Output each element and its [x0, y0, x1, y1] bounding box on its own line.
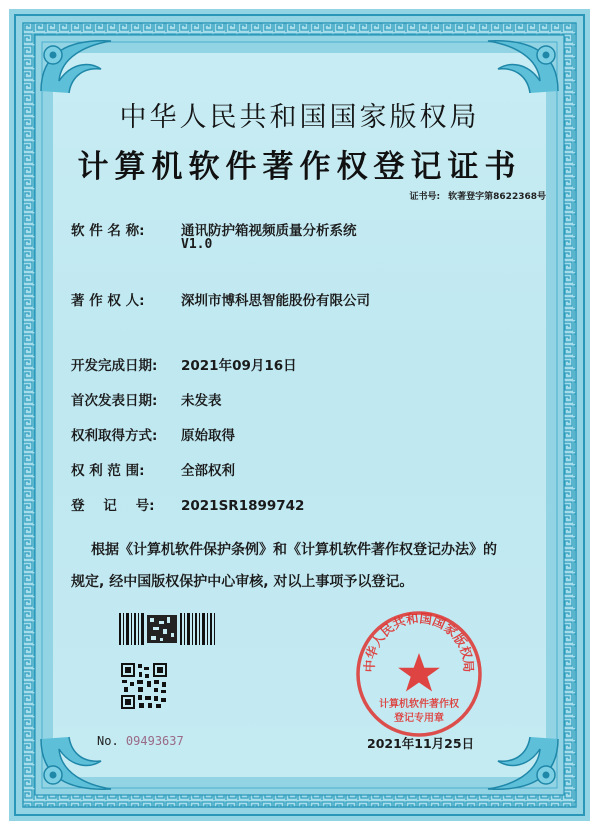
acquire-value: 原始取得	[181, 428, 235, 444]
owner-label: 著 作 权 人:	[71, 293, 145, 309]
field-software-name	[71, 219, 357, 239]
certificate-title: 计算机软件著作权登记证书	[77, 149, 522, 185]
owner-value: 深圳市博科思智能股份有限公司	[181, 293, 370, 309]
barcode	[119, 613, 215, 645]
field-registration-number	[71, 494, 304, 514]
field-first-publication	[71, 389, 222, 409]
dev-date-value: 2021年09月16日	[181, 358, 297, 374]
qr-code	[121, 663, 167, 709]
field-owner	[71, 289, 370, 309]
field-rights-scope	[71, 459, 235, 479]
software-name-value: 通讯防护箱视频质量分析系统	[181, 223, 357, 239]
issuer-title: 中华人民共和国国家版权局	[119, 102, 480, 133]
corner-ornament-top-left	[31, 31, 121, 101]
seal-star-icon	[398, 653, 440, 692]
scope-label: 权 利 范 围:	[71, 463, 145, 479]
software-version: V1.0	[181, 237, 213, 252]
statement-line-1: 根据《计算机软件保护条例》和《计算机软件著作权登记办法》的	[91, 542, 497, 558]
seal-center-line-2: 登记专用章	[394, 713, 444, 724]
serial-value: 09493637	[125, 734, 184, 748]
official-seal	[354, 609, 484, 739]
certificate-number	[402, 189, 546, 202]
dev-date-label: 开发完成日期:	[71, 358, 158, 374]
corner-ornament-top-right	[478, 31, 568, 101]
acquire-label: 权利取得方式:	[71, 428, 158, 444]
seal-center-line-1: 计算机软件著作权	[379, 699, 459, 710]
software-name-label: 软 件 名 称:	[71, 223, 145, 239]
certificate-sheet	[9, 9, 590, 821]
first-pub-label: 首次发表日期:	[71, 393, 158, 409]
scope-value: 全部权利	[181, 463, 235, 479]
reg-no-value: 2021SR1899742	[181, 498, 305, 514]
field-acquire-method	[71, 424, 235, 444]
serial-number	[97, 734, 184, 748]
reg-no-label: 登 记 号:	[71, 498, 155, 514]
certificate-number-value: 软著登字第8622368号	[448, 192, 546, 202]
issue-date: 2021年11月25日	[367, 736, 475, 751]
seal-arc-text: 中华人民共和国国家版权局	[361, 610, 477, 673]
corner-ornament-bottom-right	[478, 729, 568, 799]
statement-line-2: 规定, 经中国版权保护中心审核, 对以上事项予以登记。	[71, 574, 414, 590]
serial-prefix: No.	[97, 734, 119, 748]
field-dev-date	[71, 354, 297, 374]
first-pub-value: 未发表	[181, 393, 222, 409]
certificate-number-label: 证书号:	[409, 192, 441, 202]
